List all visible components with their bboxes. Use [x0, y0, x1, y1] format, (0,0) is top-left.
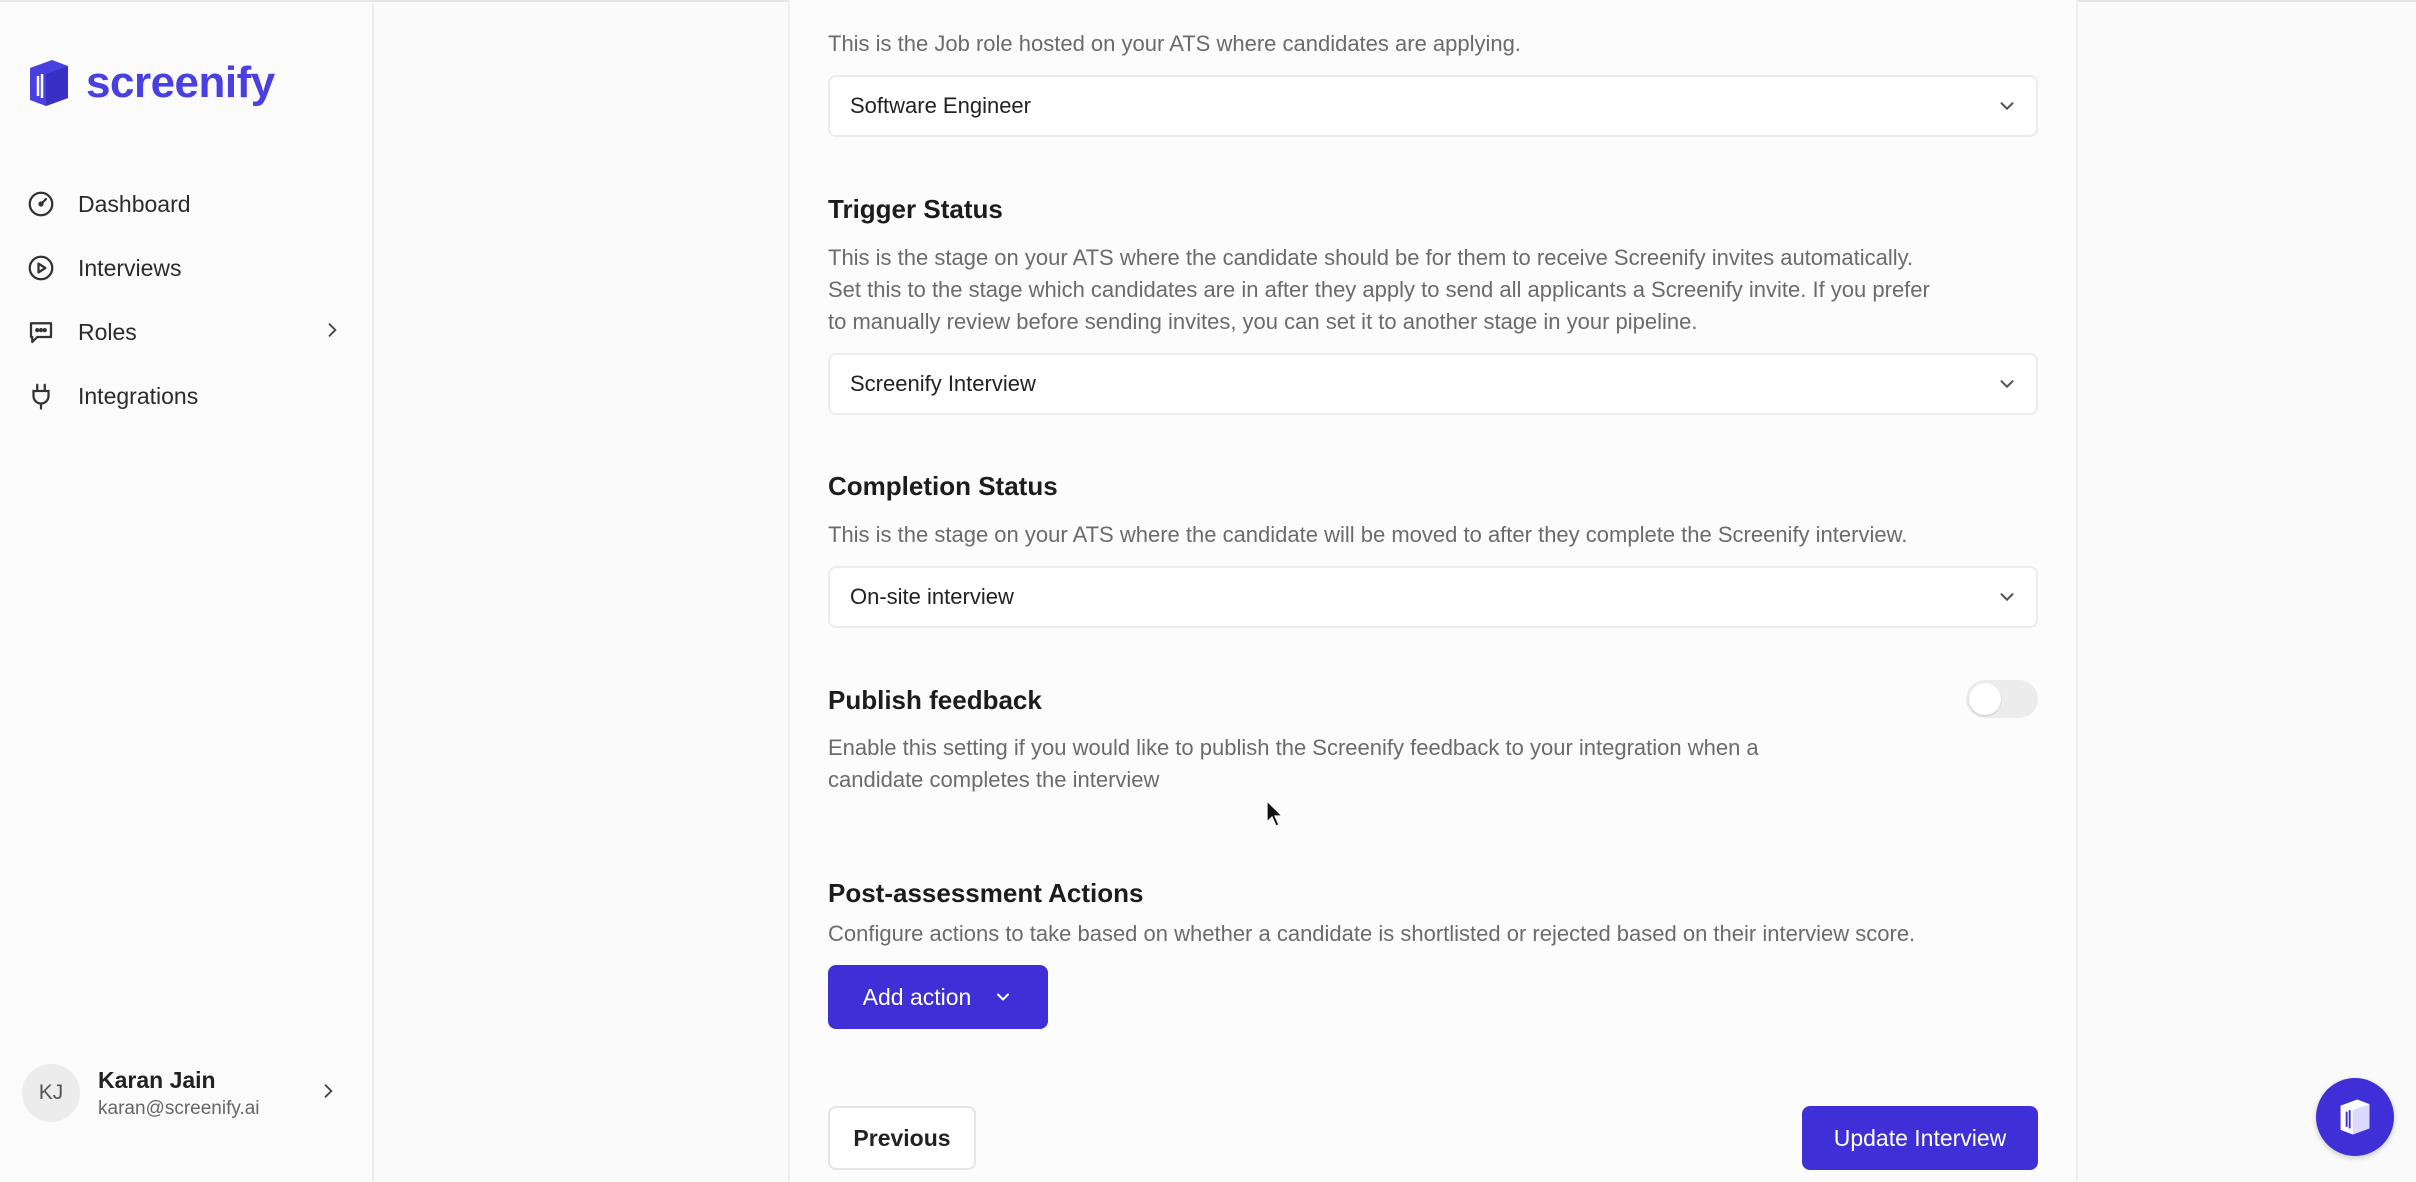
help-chat-button[interactable]	[2316, 1078, 2394, 1156]
toggle-knob	[1969, 683, 2001, 715]
publish-feedback-description-line: Enable this setting if you would like to publish the Screenify feedback to your integration when a	[828, 735, 1759, 760]
job-select-value: Software Engineer	[850, 93, 1031, 118]
screenify-logo-icon	[2337, 1098, 2373, 1136]
chevron-down-icon	[1996, 95, 2018, 117]
post-assessment-description: Configure actions to take based on whether a candidate is shortlisted or rejected based on their interview score.	[828, 921, 1916, 946]
brand-name: screenify	[86, 58, 275, 107]
sidebar-item-label: Roles	[78, 318, 137, 345]
trigger-status-description-line: Set this to the stage which candidates are in after they apply to send all applicants a Screenify invite. If you prefer	[828, 277, 1930, 302]
logo[interactable]	[26, 58, 275, 108]
sidebar-item-dashboard[interactable]	[26, 172, 346, 236]
user-info	[98, 1067, 260, 1120]
publish-feedback-toggle[interactable]	[1966, 680, 2038, 718]
update-interview-button[interactable]: Update Interview	[1802, 1106, 2038, 1170]
completion-status-title: Completion Status	[828, 471, 1058, 501]
user-name: Karan Jain	[98, 1066, 216, 1093]
previous-button[interactable]: Previous	[828, 1106, 976, 1170]
user-menu[interactable]	[22, 1064, 342, 1122]
trigger-status-title: Trigger Status	[828, 194, 1003, 224]
trigger-status-select-value: Screenify Interview	[850, 371, 1036, 396]
add-action-button[interactable]	[828, 965, 1048, 1029]
chevron-down-icon	[993, 987, 1013, 1007]
user-email: karan@screenify.ai	[98, 1097, 260, 1119]
gauge-icon	[26, 189, 56, 219]
add-action-label: Add action	[862, 983, 972, 1010]
screenify-logo-icon	[26, 58, 72, 108]
publish-feedback-description-line: candidate completes the interview	[828, 767, 1160, 792]
sidebar-item-interviews[interactable]	[26, 236, 346, 300]
sidebar-item-roles[interactable]	[26, 300, 346, 364]
completion-status-select-value: On-site interview	[850, 584, 1014, 609]
post-assessment-title: Post-assessment Actions	[828, 878, 1144, 908]
completion-status-select[interactable]	[828, 566, 2038, 628]
sidebar-item-label: Interviews	[78, 254, 182, 281]
message-square-icon	[26, 317, 56, 347]
trigger-status-description	[828, 242, 2038, 338]
chevron-right-icon	[318, 1081, 338, 1106]
sidebar	[0, 4, 374, 1182]
avatar: KJ	[22, 1064, 80, 1122]
trigger-status-description-line: This is the stage on your ATS where the candidate should be for them to receive Screenify invites automatically.	[828, 245, 1914, 270]
chevron-right-icon	[322, 319, 342, 346]
plug-icon	[26, 381, 56, 411]
chevron-down-icon	[1996, 373, 2018, 395]
sidebar-nav	[26, 172, 346, 428]
sidebar-item-label: Dashboard	[78, 190, 191, 217]
chevron-down-icon	[1996, 586, 2018, 608]
completion-status-description: This is the stage on your ATS where the candidate will be moved to after they complete the Screenify interview.	[828, 522, 1908, 547]
job-description: This is the Job role hosted on your ATS where candidates are applying.	[828, 31, 1521, 56]
publish-feedback-description	[828, 732, 2038, 796]
sidebar-item-integrations[interactable]	[26, 364, 346, 428]
mouse-cursor-icon	[1266, 800, 1284, 828]
publish-feedback-title: Publish feedback	[828, 685, 1042, 715]
sidebar-item-label: Integrations	[78, 382, 199, 409]
job-select[interactable]	[828, 75, 2038, 137]
play-circle-icon	[26, 253, 56, 283]
trigger-status-select[interactable]	[828, 353, 2038, 415]
trigger-status-description-line: to manually review before sending invites, you can set it to another stage in your pipeline.	[828, 309, 1698, 334]
